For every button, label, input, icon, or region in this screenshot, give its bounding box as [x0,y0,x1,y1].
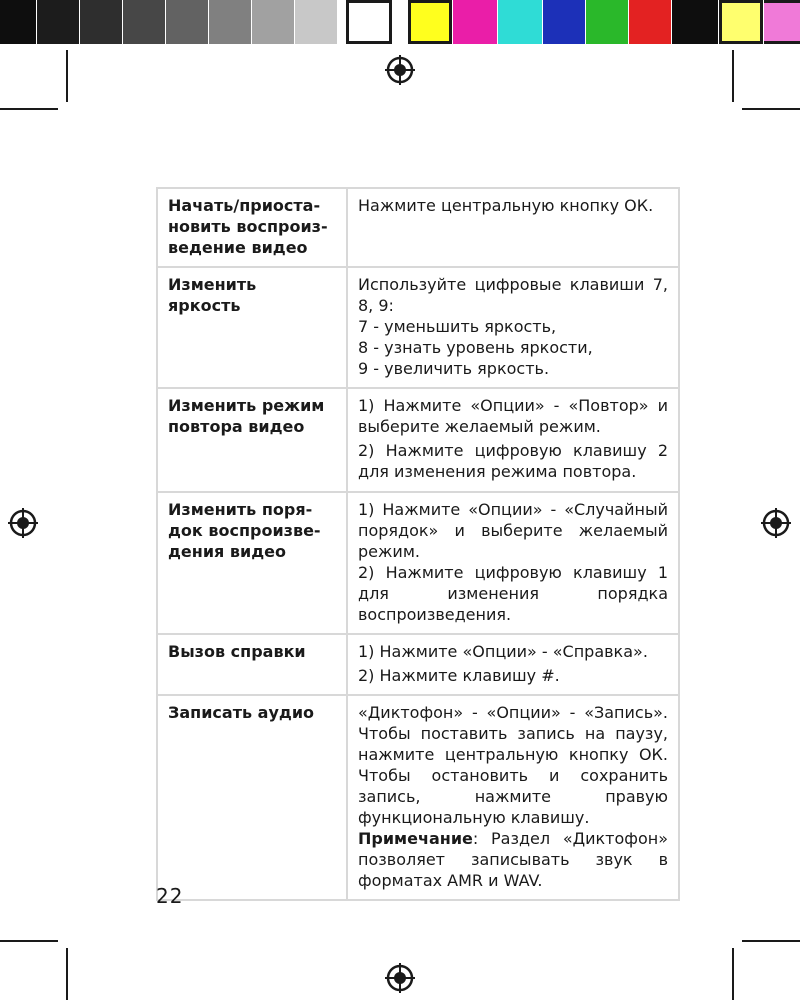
description-text: 2) Нажмите клавишу #. [358,666,560,685]
table-row [157,695,679,900]
crop-mark [732,50,734,102]
print-color-bar [0,0,800,44]
description-text: 9 - увеличить яркость. [358,359,550,378]
action-cell [157,388,347,492]
action-line: Записать аудио [168,703,315,722]
instructions-table [156,187,680,901]
color-swatch [498,0,542,44]
description-text: 8 - узнать уровень яркости, [358,338,593,357]
action-line: Изменить [168,275,257,294]
table-row [157,388,679,492]
action-cell [157,492,347,634]
description-text: Используйте цифровые клавиши 7, 8, 9: [358,275,668,315]
description-text: 7 - уменьшить яркость, [358,317,557,336]
color-swatch [629,0,671,44]
description-text: 1) Нажмите «Опции» - «Справка». [358,642,648,661]
registration-mark-icon [385,55,415,85]
description-cell [347,634,679,695]
crop-mark [66,948,68,1000]
color-swatch [37,0,79,44]
table-row [157,634,679,695]
description-text: 1) Нажмите «Опции» - «Случайный порядок» и выберите желаемый режим. [358,500,668,561]
color-swatch [123,0,165,44]
note-label: Примечание [358,829,473,848]
table-row [157,188,679,267]
color-swatch [209,0,251,44]
action-line: Изменить поря- [168,500,313,519]
crop-mark [742,108,800,110]
color-swatch [453,0,497,44]
action-line: яркость [168,296,241,315]
color-swatch [252,0,294,44]
crop-mark [732,948,734,1000]
color-swatch [295,0,337,44]
description-text: 1) Нажмите «Опции» - «Повтор» и выберите желаемый режим. [358,396,668,436]
crop-mark [0,940,58,942]
color-swatch [346,0,392,44]
description-cell [347,695,679,900]
note-body: : Раздел «Диктофон» позволяет записывать звук в форматах AMR и WAV. [358,829,668,890]
description-text: «Диктофон» - «Опции» - «Запись». Чтобы поставить запись на паузу, нажмите центральную кнопку ОК. Чтобы остановить и сохранить запись, нажмите правую функциональную клавишу. [358,703,668,827]
action-cell [157,695,347,900]
color-swatch [586,0,628,44]
color-swatch [764,0,800,44]
crop-mark [0,108,58,110]
action-cell [157,267,347,388]
color-swatch [408,0,452,44]
description-cell [347,188,679,267]
page-number: 22 [156,884,184,908]
action-line: Вызов справки [168,642,306,661]
crop-mark [66,50,68,102]
registration-mark-icon [385,963,415,993]
color-swatch [80,0,122,44]
registration-mark-icon [761,508,791,538]
action-line: повтора видео [168,417,305,436]
action-cell [157,634,347,695]
description-cell [347,388,679,492]
action-line: ведение видео [168,238,308,257]
action-line: Начать/приоста- [168,196,321,215]
note-text [358,828,668,891]
action-line: дения видео [168,542,286,561]
table-row [157,267,679,388]
color-swatch [719,0,763,44]
color-swatch [543,0,585,44]
action-line: док воспроизве- [168,521,321,540]
registration-mark-icon [8,508,38,538]
action-line: новить воспроиз- [168,217,328,236]
description-cell [347,267,679,388]
action-cell [157,188,347,267]
table-row [157,492,679,634]
description-text: 2) Нажмите цифровую клавишу 1 для изменения порядка воспроизведения. [358,563,668,624]
action-line: Изменить режим [168,396,325,415]
crop-mark [742,940,800,942]
color-swatch [672,0,718,44]
description-cell [347,492,679,634]
color-swatch [0,0,36,44]
description-text: Нажмите центральную кнопку ОК. [358,196,654,215]
description-text: 2) Нажмите цифровую клавишу 2 для изменения режима повтора. [358,441,668,481]
color-swatch [166,0,208,44]
